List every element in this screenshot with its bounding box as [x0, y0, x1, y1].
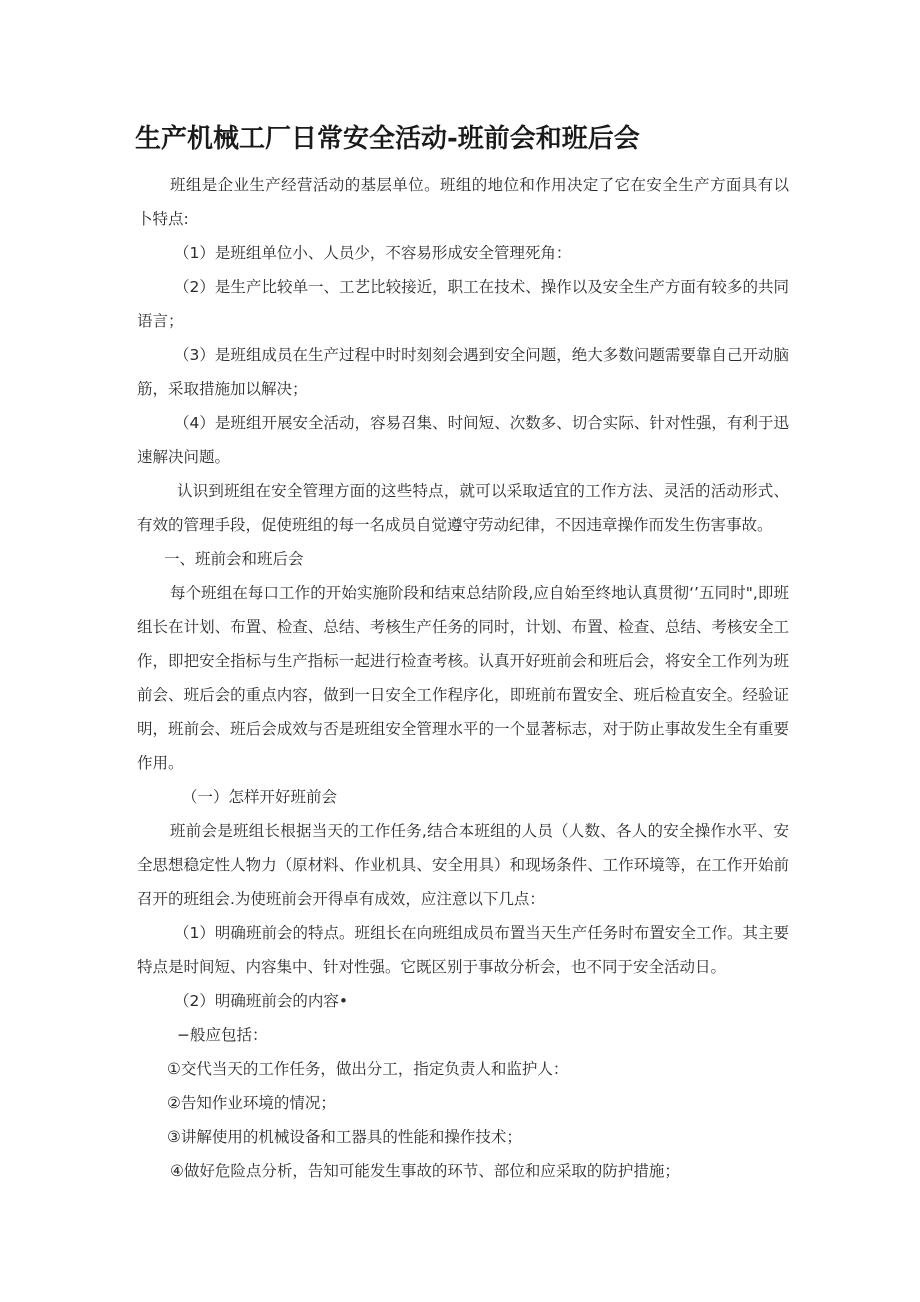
paragraph-point-1: （1）明确班前会的特点。班组长在向班组成员布置当天生产任务时布置安全工作。其主要特点是时间短、内容集中、针对性强。它既区别于事故分析会，也不同于安全活动日。: [137, 924, 789, 976]
paragraph-content-1: ①交代当天的工作任务，做出分工，指定负责人和监护人：: [167, 1060, 569, 1078]
paragraph-point-2: （2）明确班前会的内容•: [174, 992, 349, 1010]
paragraph-feature-3: （3）是班组成员在生产过程中时时刻刻会遇到安全问题，绝大多数问题需要靠自己开动脑筋，采取措施加以解决；: [137, 346, 789, 398]
paragraph-content-4: ④做好危险点分析，告知可能发生事故的环节、部位和应采取的防护措施；: [170, 1162, 680, 1180]
paragraph-section-1-body: 每个班组在每口工作的开始实施阶段和结束总结阶段,应自始至终地认真贯彻‘’五同时",即班组长在计划、布置、检查、总结、考核生产任务的同时，计划、布置、检查、总结、考核安全工作，即把安全指标与生产指标一起进行检查考核。认真开好班前会和班后会，将安全工作列为班前会、班后会的重点内容，做到一日安全工作程序化，即班前布置安全、班后检直安全。经验证明，班前会、班后会成效与否是班组安全管理水平的一个显著标志，对于防止事故发生全有重要作用。: [137, 584, 789, 772]
paragraph-feature-4: （4）是班组开展安全活动，容易召集、时间短、次数多、切合实际、针对性强，有利于迅速解决问题。: [137, 414, 789, 466]
paragraph-summary: 认识到班组在安全管理方面的这些特点，就可以采取适宜的工作方法、灵活的活动形式、有效的管理手段，促使班组的每一名成员自觉遵守劳动纪律，不因违章操作而发生伤害事故。: [137, 482, 789, 534]
paragraph-intro: 班组是企业生产经营活动的基层单位。班组的地位和作用决定了它在安全生产方面具有以卜特点:: [137, 176, 789, 228]
paragraph-content-2: ②告知作业环境的情况；: [167, 1094, 336, 1112]
document-body: [137, 168, 789, 1188]
paragraph-feature-1: （1）是班组单位小、人员少，不容易形成安全管理死角：: [174, 244, 572, 262]
document-title: 生产机械工厂日常安全活动-班前会和班后会: [135, 124, 640, 154]
paragraph-subsection-1-body: 班前会是班组长根据当天的工作任务,结合本班组的人员（人数、各人的安全操作水平、安全思想稳定性人物力（原材料、作业机具、安全用具）和现场条件、工作环境等，在工作开始前召开的班组会.为使班前会开得卓有成效，应注意以下几点：: [137, 822, 789, 908]
paragraph-section-1-heading: 一、班前会和班后会: [164, 550, 304, 568]
paragraph-point-2-lead: −般应包括：: [177, 1026, 268, 1044]
paragraph-content-3: ③讲解使用的机械设备和工器具的性能和操作技术；: [167, 1128, 522, 1146]
paragraph-subsection-1-heading: （一）怎样开好班前会: [182, 788, 338, 806]
paragraph-feature-2: （2）是生产比较单一、工艺比较接近，职工在技术、操作以及安全生产方面有较多的共同语言；: [137, 278, 789, 330]
